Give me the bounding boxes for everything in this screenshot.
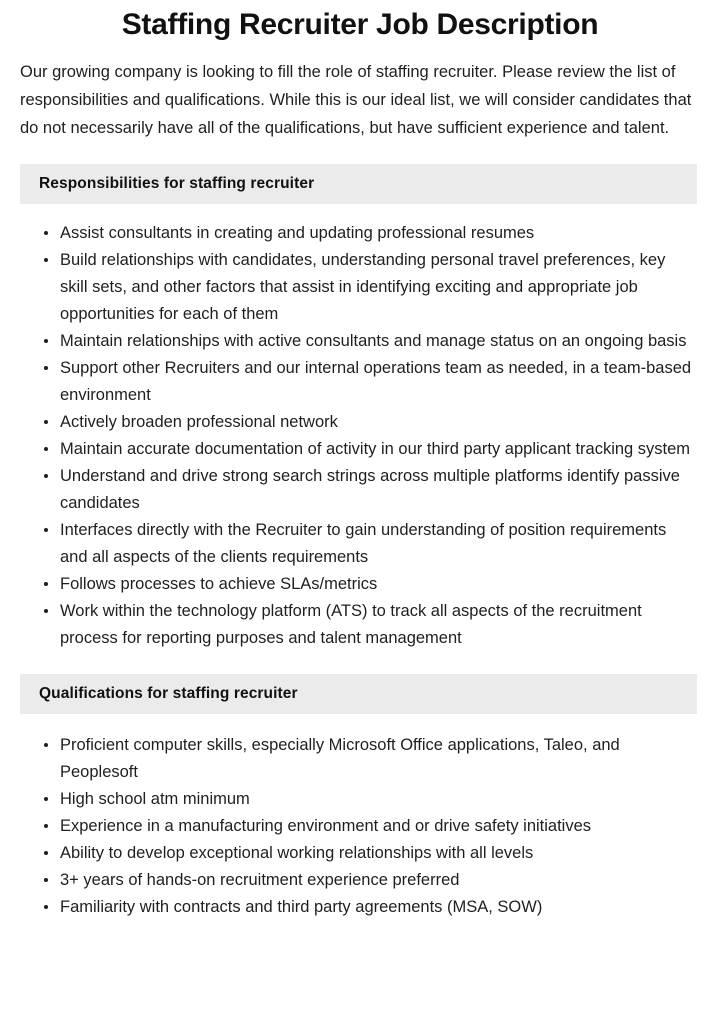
list-item: Familiarity with contracts and third party agreements (MSA, SOW) <box>44 894 696 921</box>
list-item: Ability to develop exceptional working relationships with all levels <box>44 840 696 867</box>
section-header-responsibilities <box>20 164 697 204</box>
list-item: Interfaces directly with the Recruiter to gain understanding of position requirements and all aspects of the clients requirements <box>44 517 696 571</box>
list-item: Experience in a manufacturing environment and or drive safety initiatives <box>44 813 696 840</box>
list-item: Maintain accurate documentation of activity in our third party applicant tracking system <box>44 436 696 463</box>
section-header-label: Responsibilities for staffing recruiter <box>39 175 315 192</box>
list-item: High school atm minimum <box>44 786 696 813</box>
list-item: Actively broaden professional network <box>44 409 696 436</box>
list-item: Work within the technology platform (ATS) to track all aspects of the recruitment process for reporting purposes and talent management <box>44 598 696 652</box>
list-item: Understand and drive strong search strings across multiple platforms identify passive candidates <box>44 463 696 517</box>
responsibilities-list <box>0 204 720 652</box>
list-item: Proficient computer skills, especially Microsoft Office applications, Taleo, and Peoplesoft <box>44 732 696 786</box>
list-item: Maintain relationships with active consultants and manage status on an ongoing basis <box>44 328 696 355</box>
section-header-label: Qualifications for staffing recruiter <box>39 685 298 702</box>
list-item: 3+ years of hands-on recruitment experience preferred <box>44 867 696 894</box>
intro-paragraph: Our growing company is looking to fill the role of staffing recruiter. Please review the list of responsibilities and qualifications. While this is our ideal list, we will consider candidates that do not necessarily have all of the qualifications, but have sufficient experience and talent. <box>20 63 692 137</box>
qualifications-list <box>0 714 720 921</box>
page-title: Staffing Recruiter Job Description <box>121 8 599 41</box>
list-item: Build relationships with candidates, understanding personal travel preferences, key skill sets, and other factors that assist in identifying exciting and appropriate job opportunities for each of them <box>44 247 696 328</box>
list-item: Support other Recruiters and our internal operations team as needed, in a team-based environment <box>44 355 696 409</box>
list-item: Assist consultants in creating and updating professional resumes <box>44 220 696 247</box>
list-item: Follows processes to achieve SLAs/metrics <box>44 571 696 598</box>
section-header-qualifications <box>20 674 697 714</box>
